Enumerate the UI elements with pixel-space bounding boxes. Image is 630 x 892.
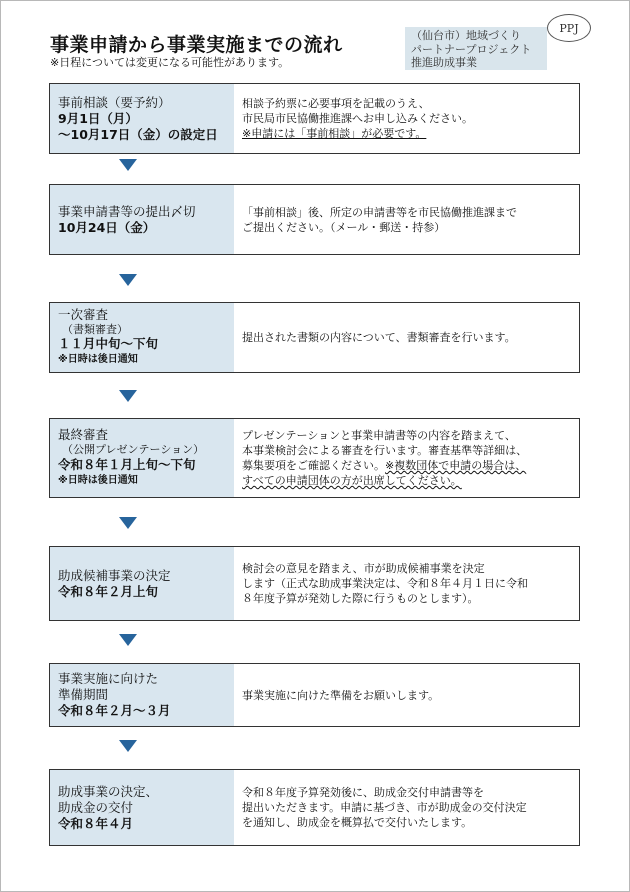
down-arrow-icon <box>119 517 137 529</box>
desc-line: 提出いただきます。申請に基づき、市が助成金の交付決定 <box>242 801 527 814</box>
desc-line: を通知し、助成金を概算払で交付いたします。 <box>242 816 473 829</box>
desc-text-wavy: ※複数団体で申請の場合は、 <box>385 459 527 472</box>
step-date-range: ～10月17日（金）の設定日 <box>58 126 218 142</box>
program-name-box <box>405 27 547 70</box>
step-left-panel <box>50 664 234 726</box>
step-date: 令和８年２月～３月 <box>58 703 171 718</box>
step-preparation-period <box>49 663 580 727</box>
step-description <box>234 303 579 372</box>
step-left-panel <box>50 547 234 620</box>
step-date: 令和８年１月上旬～下旬 <box>58 457 196 472</box>
desc-line <box>242 458 571 473</box>
down-arrow-icon <box>119 274 137 286</box>
step-grant-decision <box>49 769 580 846</box>
step-title: 事業申請書等の提出〆切 <box>58 203 196 219</box>
desc-line: 本事業検討会による審査を行います。審査基準等詳細は、 <box>242 444 528 457</box>
step-description <box>234 419 579 497</box>
desc-line: 相談予約票に必要事項を記載のうえ、 <box>242 97 430 110</box>
page-title: 事業申請から事業実施までの流れ <box>50 34 343 56</box>
down-arrow-icon <box>119 740 137 752</box>
program-name-line1: （仙台市）地域づくり <box>411 29 521 42</box>
down-arrow-icon <box>119 634 137 646</box>
step-subtitle: （書類審査） <box>62 323 128 336</box>
ppj-badge: PPJ <box>547 14 591 42</box>
step-final-screening <box>49 418 580 498</box>
desc-line-underlined: ※申請には「事前相談」が必要です。 <box>242 127 427 140</box>
step-title-line2: 準備期間 <box>58 687 109 702</box>
step-description <box>234 770 579 845</box>
step-candidate-decision <box>49 546 580 621</box>
step-left-panel <box>50 419 234 497</box>
step-date: 9月1日（月） <box>58 110 138 126</box>
step-date-note: ※日時は後日通知 <box>58 475 138 486</box>
step-pre-consultation <box>49 83 580 154</box>
desc-line: ご提出ください。（メール・郵送・持参） <box>242 220 446 234</box>
down-arrow-icon <box>119 390 137 402</box>
step-title-line2: 助成金の交付 <box>58 799 134 815</box>
schedule-note: ※日程については変更になる可能性があります。 <box>50 56 290 69</box>
desc-line: 提出された書類の内容について、書類審査を行います。 <box>242 331 516 344</box>
step-date: 10月24日（金） <box>58 219 156 235</box>
program-name-line3: 推進助成事業 <box>411 56 477 69</box>
step-title: 助成候補事業の決定 <box>58 567 171 583</box>
step-title: 一次審査 <box>58 307 109 322</box>
step-title-line1: 助成事業の決定、 <box>58 783 159 799</box>
step-date: １１月中旬～下旬 <box>58 336 159 351</box>
step-description <box>234 84 579 153</box>
step-date: 令和８年４月 <box>58 815 134 831</box>
step-date-note: ※日時は後日通知 <box>58 354 138 365</box>
desc-line: 検討会の意見を踏まえ、市が助成候補事業を決定 <box>242 562 485 575</box>
down-arrow-icon <box>119 159 137 171</box>
step-title: 最終審査 <box>58 427 109 442</box>
step-left-panel <box>50 84 234 153</box>
step-title-line1: 事業実施に向けた <box>58 671 159 686</box>
step-title: 事前相談（要予約） <box>58 94 171 110</box>
desc-line: プレゼンテーションと事業申請書等の内容を踏まえて、 <box>242 429 516 442</box>
step-left-panel <box>50 770 234 845</box>
step-description <box>234 185 579 254</box>
desc-text: 募集要項をご確認ください。 <box>242 459 385 472</box>
desc-line: します（正式な助成事業決定は、令和８年４月１日に令和 <box>242 577 528 590</box>
step-left-panel <box>50 303 234 372</box>
desc-line: 事業実施に向けた準備をお願いします。 <box>242 688 440 702</box>
desc-line-wavy: すべての申請団体の方が出席してください。 <box>242 474 462 487</box>
step-description <box>234 664 579 726</box>
desc-line: ８年度予算が発効した際に行うものとします）。 <box>242 592 479 605</box>
step-first-screening <box>49 302 580 373</box>
step-application-deadline <box>49 184 580 255</box>
desc-line: 「事前相談」後、所定の申請書等を市民協働推進課まで <box>242 205 517 219</box>
step-left-panel <box>50 185 234 254</box>
desc-line: 市民局市民協働推進課へお申し込みください。 <box>242 112 473 125</box>
step-subtitle: （公開プレゼンテーション） <box>62 443 205 456</box>
program-name-line2: パートナープロジェクト <box>411 42 532 56</box>
step-date: 令和８年２月上旬 <box>58 583 159 599</box>
desc-line: 令和８年度予算発効後に、助成金交付申請書等を <box>242 786 484 799</box>
step-description <box>234 547 579 620</box>
